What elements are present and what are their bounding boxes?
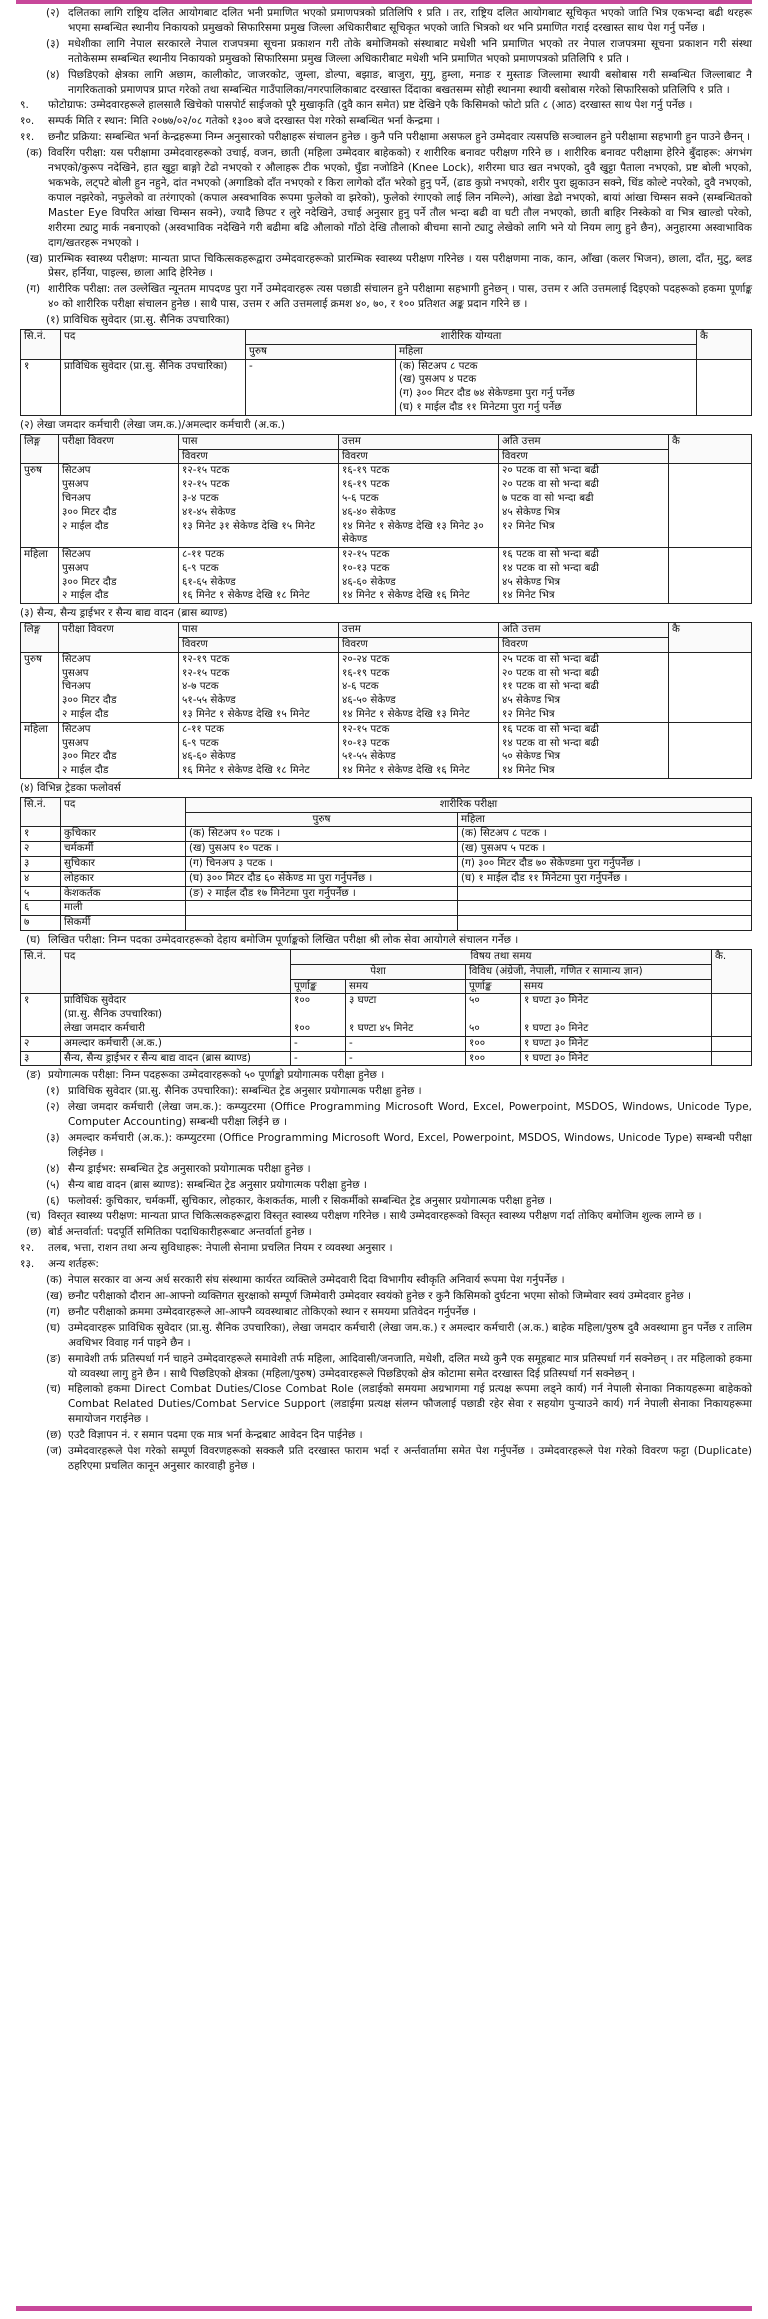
numbered-item-9: ९. फोटोग्राफ: उम्मेदवारहरूले हालसालै खिचेको पासपोर्ट साईजको पूरै मुखाकृति (दुवै कान समेत) प्रष्ट देखिने एकै किसिमको फोटो प्रति ८ (आठ) दरखास्त साथ पेश गर्नु पर्नेछ । xyxy=(20,99,693,112)
list-item: (छ) एउटै विज्ञापन नं. र समान पदमा एक मात्र भर्ना केन्द्रबाट आवेदन दिन पाईनेछ । xyxy=(46,1429,363,1442)
list-item: (ग) छनौट परीक्षाको क्रममा उम्मेदवारहरूले आ-आफ्नै व्यवस्थाबाट तोकिएको स्थान र समयमा प्रतिवेदन गर्नुपर्नेछ । xyxy=(46,1305,477,1318)
intro-item: (३) मधेशीका लागि नेपाल सरकारले नेपाल राजपत्रमा सूचना प्रकाशन गरी तोके बमोजिमको संस्थाबाट मधेशी भनि प्रमाणित भएको तर नेपाल राजपत्रमा सूचना प्रकाशन गरी संस्था नतोकेसम्म सम्बन्धित स्थानीय निकायको प्रमुखको सिफारिसमा प्रमुख जिल्ला अधिकारीबाट मधेशी भनि प्रमाणित भएको प्रमाणपत्रको प्रतिलिपि १ प्रति । xyxy=(46,37,752,65)
table2-caption: (२) लेखा जमदार कर्मचारी (लेखा जम.क.)/अमल्दार कर्मचारी (अ.क.) xyxy=(20,418,285,431)
practical-exam-items xyxy=(20,1084,752,1208)
intro-items xyxy=(20,6,752,97)
interview-paragraph: (छ) बोर्ड अन्तर्वार्ता: पदपूर्ति समितिका पदाधिकारीहरूबाट अन्तर्वार्ता हुनेछ । xyxy=(26,1226,312,1239)
table-row: ३ सैन्य, सैन्य ड्राईभर र सैन्य बाद्य वादन (ब्रास ब्याण्ड) - - १०० १ घण्टा ३० मिनेट xyxy=(21,1051,752,1066)
numbered-item-12: १२. तलब, भत्ता, राशन तथा अन्य सुविधाहरू: नेपाली सेनामा प्रचलित नियम र व्यवस्था अनुसार । xyxy=(20,1242,393,1255)
list-item: (२) लेखा जमदार कर्मचारी (लेखा जम.क.): कम्प्युटरमा (Office Programming Microsoft Word, Excel, Powerpoint, MSDOS, Windows, Unicode Type, Computer Accounting) सम्बन्धी परीक्षा लिईने छ । xyxy=(46,1101,752,1129)
table-row: १ प्राविधिक सुवेदार (प्रा.सु. सैनिक उपचारिका) - (क) सिटअप ८ पटक (ख) पुसअप ४ पटक (ग) ३०० मिटर दौड ७४ सेकेण्डमा पुरा गर्नु पर्नेछ (घ) १ माईल दौड ११ मिनेटमा पुरा गर्नु पर्नेछ xyxy=(21,359,752,415)
top-accent-bar xyxy=(16,0,752,4)
table-row: ४ लोहकार (घ) ३०० मिटर दौड ६० सेकेण्ड मा पुरा गर्नुपर्नेछ । (घ) १ माईल दौड ११ मिनेटमा पुरा गर्नुपर्नेछ । xyxy=(21,871,752,886)
th-requirement: शारीरिक योग्यता xyxy=(246,330,697,345)
list-item: (६) फलोवर्स: कुचिकार, चर्मकर्मी, सुचिकार, लोहकार, केशकर्तक, माली र सिकर्मीको सम्बन्धित ट्रेड अनुसार प्रयोगात्मक परीक्षा हुनेछ । xyxy=(46,1194,552,1207)
th-post: पद xyxy=(61,330,246,360)
numbered-item-11: ११. छनौट प्रक्रिया: सम्बन्धित भर्ना केन्द्रहरूमा निम्न अनुसारको परीक्षाहरू संचालन हुनेछ । कुनै पनि परीक्षामा असफल हुने उम्मेदवार त्यसपछि सञ्चालन हुने परीक्षामा सहभागी हुन पाउने छैनन् । xyxy=(20,131,751,144)
table-row: २ चर्मकर्मी (ख) पुसअप १० पटक । (ख) पुसअप ५ पटक । xyxy=(21,842,752,857)
table-row: महिला सिटअप पुसअप ३०० मिटर दौड २ माईल दौड ८-११ पटक ६-९ पटक ६१-६५ सेकेण्ड १६ मिनेट १ सेकेण्ड देखि १८ मिनेट १२-१५ पटक १०-१३ पटक ४६-६० सेकेण्ड १४ मिनेट १ सेकेण्ड देखि १६ मिनेट १६ पटक वा सो भन्दा बढी १४ पटक वा सो भन्दा बढी ४५ सेकेण्ड भित्र १४ मिनेट भित्र xyxy=(21,548,752,604)
conditions-list xyxy=(20,1273,752,1474)
table-row: ५ केशकर्तक (ङ) २ माईल दौड १७ मिनेटमा पुरा गर्नुपर्नेछ । xyxy=(21,886,752,901)
table-row: २ अमल्दार कर्मचारी (अ.क.) - - १०० १ घण्टा ३० मिनेट xyxy=(21,1036,752,1051)
practical-exam-paragraph: (ङ) प्रयोगात्मक परीक्षा: निम्न पदहरूका उम्मेदवारहरूको ५० पूर्णाङ्को प्रयोगात्मक परीक्षा हुनेछ । xyxy=(26,1069,385,1082)
table4: सि.नं. पद शारीरिक परीक्षा पुरुष महिला १ कुचिकार (क) सिटअप १० पटक । (क) सिटअप ८ पटक । २ चर्मकर्मी (ख) पुसअप १० पटक । (ख) पुसअप ५ पटक । ३ सुचिकार (ग) चिनअप ३ पटक । (ग) ३०० मिटर दौड ७० सेकेण्डमा पुरा गर्नुपर्नेछ । ४ लोहकार (घ) ३०० मिटर दौड ६० सेकेण्ड मा पुरा गर्नुपर्नेछ । (घ) १ माईल दौड ११ मिनेटमा पुरा गर्नुपर्नेछ । ५ केशकर्तक (ङ) २ माईल दौड १७ मिनेटमा पुरा गर्नुपर्नेछ । ६ माली ७ सिकर्मी xyxy=(20,797,752,931)
detailed-health-paragraph: (च) विस्तृत स्वास्थ्य परीक्षण: मान्यता प्राप्त चिकित्सकहरूद्वारा विस्तृत स्वास्थ्य परीक्षण गरिनेछ । साथै उम्मेदवारहरूको विस्तृत स्वास्थ्य परीक्षण गर्दा तोकिए बमोजिम शुल्क लाग्ने छ । xyxy=(26,1210,702,1223)
table-row: पुरुष सिटअप पुसअप चिनअप ३०० मिटर दौड २ माईल दौड १२-१५ पटक १२-१५ पटक ३-४ पटक ४१-४५ सेकेण्ड १३ मिनेट ३१ सेकेण्ड देखि १५ मिनेट १६-१९ पटक १६-१९ पटक ५-६ पटक ४६-४० सेकेण्ड १४ मिनेट १ सेकेण्ड देखि १३ मिनेट ३० सेकेण्ड २० पटक वा सो भन्दा बढी २० पटक वा सो भन्दा बढी ७ पटक वा सो भन्दा बढी ४५ सेकेण्ड भित्र १२ मिनेट भित्र xyxy=(21,464,752,548)
table4-caption: (४) विभिन्न ट्रेडका फलोवर्स xyxy=(20,781,121,794)
table1-caption: (१) प्राविधिक सुवेदार (प्रा.सु. सैनिक उपचारिका) xyxy=(46,314,230,327)
bottom-accent-bar xyxy=(16,2306,752,2311)
intro-item: (२) दलितका लागि राष्ट्रिय दलित आयोगबाट दलित भनी प्रमाणित भएको प्रमाणपत्रको प्रतिलिपि १ प्रति । तर, राष्ट्रिय दलित आयोगबाट सूचिकृत भएको जाति भित्र एकभन्दा बढी थरहरू भएमा सम्बन्धित स्थानीय निकायको प्रमुखको सिफारिसमा प्रमुख जिल्ला अधिकारीबाट सूचिकृत भएको जाति भित्रको थर भनि प्रमाणित गराई दरखास्त साथ पेश गर्नु पर्नेछ । xyxy=(46,7,752,34)
list-item: (ज) उम्मेदवारहरूले पेश गरेको सम्पूर्ण विवरणहरूको सक्कलै प्रति दरखास्त फाराम भर्दा र अर्न्तवार्तामा समेत पेश गर्नुपर्नेछ । उम्मेदवारहरूले पेश गरेको विवरण फट्टा (Duplicate) ठहरिएमा प्रचलित कानून अनुसार कारवाही हुनेछ । xyxy=(46,1445,752,1472)
th-remarks: कै xyxy=(697,330,752,360)
list-item: (ङ) समावेशी तर्फ प्रतिस्पर्धा गर्न चाहने उम्मेदवारहरूले समावेशी तर्फ महिला, आदिवासी/जनजाति, मधेशी, दलित मध्ये कुनै एक समूहबाट मात्र प्रतिस्पर्धा गर्न सक्नेछन् । तर महिलाको हकमा यो व्यवस्था लागु हुने छैन । साथै पिछडिएको क्षेत्रका (महिला/पुरुष) उम्मेदवारहरूले पिछडिएको क्षेत्र कोटामा समेत दरखास्त दिई प्रतिस्पर्धा गर्न सक्नेछन् । xyxy=(46,1352,752,1380)
table2: लिङ्ग परीक्षा विवरण पास उत्तम अति उत्तम कै विवरण विवरण विवरण पुरुष सिटअप पुसअप चिनअप ३०० मिटर दौड २ माईल दौड १२-१५ पटक १२-१५ पटक ३-४ पटक ४१-४५ सेकेण्ड १३ मिनेट ३१ सेकेण्ड देखि १५ मिनेट १६-१९ पटक १६-१९ पटक ५-६ पटक ४६-४० सेकेण्ड १४ मिनेट १ सेकेण्ड देखि १३ मिनेट ३० सेकेण्ड २० पटक वा सो भन्दा बढी २० पटक वा सो भन्दा बढी ७ पटक वा सो भन्दा बढी ४५ सेकेण्ड भित्र १२ मिनेट भित्र महिला सिटअप पुसअप ३०० मिटर दौड २ माईल दौड ८-११ पटक ६-९ पटक ६१-६५ सेकेण्ड १६ मिनेट १ सेकेण्ड देखि १८ मिनेट १२-१५ पटक १०-१३ पटक ४६-६० सेकेण्ड १४ मिनेट १ सेकेण्ड देखि १६ मिनेट १६ पटक वा सो भन्दा बढी १४ पटक वा सो भन्दा बढी ४५ सेकेण्ड भित्र १४ मिनेट भित्र xyxy=(20,434,752,605)
table-row: १ प्राविधिक सुवेदार (प्रा.सु. सैनिक उपचारिका) लेखा जमदार कर्मचारी १०० १०० ३ घण्टा १ घण्टा ४५ मिनेट ५० ५० १ घण्टा ३० मिनेट १ घण्टा ३० मिनेट xyxy=(21,994,752,1036)
th-sn: सि.नं. xyxy=(21,330,61,360)
list-item: (४) सैन्य ड्राईभर: सम्बन्धित ट्रेड अनुसारको प्रयोगात्मक परीक्षा हुनेछ । xyxy=(46,1162,311,1175)
list-item: (५) सैन्य बाद्य वादन (ब्रास ब्याण्ड): सम्बन्धित ट्रेड अनुसार प्रयोगात्मक परीक्षा हुनेछ । xyxy=(46,1178,367,1191)
table3: लिङ्ग परीक्षा विवरण पास उत्तम अति उत्तम कै विवरण विवरण विवरण पुरुष सिटअप पुसअप चिनअप ३०० मिटर दौड २ माईल दौड १२-१९ पटक १२-१५ पटक ४-७ पटक ५१-५५ सेकेण्ड १३ मिनेट १ सेकेण्ड देखि १५ मिनेट २०-२४ पटक १६-१९ पटक ४-६ पटक ४६-५० सेकेण्ड १४ मिनेट १ सेकेण्ड देखि १३ मिनेट २५ पटक वा सो भन्दा बढी २० पटक वा सो भन्दा बढी ११ पटक वा सो भन्दा बढी ४५ सेकेण्ड भित्र १२ मिनेट भित्र महिला सिटअप पुसअप ३०० मिटर दौड २ माईल दौड ८-११ पटक ६-९ पटक ४६-६० सेकेण्ड १६ मिनेट १ सेकेण्ड देखि १८ मिनेट १२-१५ पटक १०-१३ पटक ५१-५५ सेकेण्ड १४ मिनेट १ सेकेण्ड देखि १६ मिनेट १६ पटक वा सो भन्दा बढी १४ पटक वा सो भन्दा बढी ५० सेकेण्ड भित्र १४ मिनेट भित्र xyxy=(20,622,752,779)
table-row: १ कुचिकार (क) सिटअप १० पटक । (क) सिटअप ८ पटक । xyxy=(21,827,752,842)
th-female: महिला xyxy=(396,344,697,359)
physical-exam-paragraph: (क) विवरिंग परीक्षा: यस परीक्षामा उम्मेदवारहरूको उचाई, वजन, छाती (महिला उम्मेदवार बाहेकको) र शारीरिक बनावट परीक्षण गरिने छ । शारीरिक बनावट परीक्षामा हेरिने बुँदाहरू: अंगभंग नभएको/कुरूप नदेखिने, हात खुट्टा बाङ्गो टेढो नभएको र औलाहरू टीक भएको, घुँडा नजोडिने (Knee Lock), शरीरमा घाउ खत नभएको, दुवै खुट्टा पैताला नभएको, प्रष्ट बोली भएको, भकभके, लट्पटे बोली हुन नहुने, दांत नभएको (अगाडिको दाँत नभएको र किरा लागेको दाँत भरेको हुनु पर्ने, (ढाड कुप्रो नभएको, शरीर पुरा झुकाउन सक्ने, धिंड कोल्टे नपरेको, दुवै नभएको, कपाल नझरेको, नफुलेको वा तरंगाएको (कपाल अस्वभाविक रूपमा फुलेको वा झरेको), फुलेको रंगाएको लाई लिन नमिल्ने), आंखा डेढो नभएको, बायां आंखा चिम्सन सक्ने (सम्बन्धितको Master Eye विपरित आंखा चिम्सन सक्ने), ज्यादै छिपट र लुरे नदेखिने, उचाई अनुसार हुनु पर्ने तौल भन्दा बढी वा घटी तौल नभएको, छाती बाहिर निस्केको वा भित्र खाल्डो परेको, शरीरमा ट्याटु मार्क नबनाएको (अस्वभाविक नदेखिने गरी बढीमा बढि औलाको गाँठो देखि तौलाको बीचमा सानो ट्याटु लेखेको लागि भने यो नियम लागु हुने छैन), अनुहारमा अस्वाभाविक दाग/खतरहरू नभएको । xyxy=(26,147,752,249)
list-item: (१) प्राविधिक सुवेदार (प्रा.सु. सैनिक उपचारिका): सम्बन्धित ट्रेड अनुसार प्रयोगात्मक परीक्षा हुनेछ । xyxy=(46,1085,422,1098)
list-item: (ख) छनौट परीक्षाको दौरान आ-आफ्नो व्यक्तिगत सुरक्षाको सम्पूर्ण जिम्मेवारी उम्मेदवार स्वयंको हुनेछ र कुनै किसिमको दुर्घटना भएमा सोको जिम्मेवार स्वयं उम्मेदवार हुनेछ । xyxy=(46,1290,692,1302)
fitness-exam-paragraph: (ग) शारीरिक परीक्षा: तल उल्लेखित न्यूनतम मापदण्ड पुरा गर्ने उम्मेदवारहरू त्यस पछाडी संचालन हुने परीक्षामा सहभागी हुनेछन् । पास, उत्तम र अति उत्तमलाई दिइएको पदहरूको हकमा पूर्णाङ्क ४० को शारीरिक परीक्षा संचालन हुनेछ । साथै पास, उत्तम र अति उत्तमलाई क्रमश ४०, ७०, र १०० प्रतिशत अङ्क प्रदान गरिने छ । xyxy=(26,283,752,311)
table-row: ७ सिकर्मी xyxy=(21,916,752,931)
th-male: पुरुष xyxy=(246,344,396,359)
list-item: (३) अमल्दार कर्मचारी (अ.क.): कम्प्युटरमा (Office Programming Microsoft Word, Excel, Powerpoint, MSDOS, Windows, Unicode Type) सम्बन्धी परीक्षा लिईनेछ । xyxy=(46,1131,752,1159)
table3-caption: (३) सैन्य, सैन्य ड्राईभर र सैन्य बाद्य वादन (ब्रास ब्याण्ड) xyxy=(20,607,228,620)
list-item: (च) महिलाको हकमा Direct Combat Duties/Close Combat Role (लडाईको समयमा अग्रभागमा गई प्रत्यक्ष रूपमा लड्ने कार्य) गर्न नेपाली सेनाका निकायहरूमा बाहेकको Combat Related Duties/Combat Service Support (लडाईमा प्रत्यक्ष संलग्न फौजलाई पछाडी रहेर सेवा र सहयोग पुऱ्याउने कार्य) गर्न नेपाली सेनाका निकायहरूमा समायोजन गराईनेछ । xyxy=(46,1383,752,1426)
table5: सि.नं. पद विषय तथा समय कै. पेशा विविध (अंग्रेजी, नेपाली, गणित र सामान्य ज्ञान) पूर्णाङ्क समय पूर्णाङ्क समय १ प्राविधिक सुवेदार (प्रा.सु. सैनिक उपचारिका) लेखा जमदार कर्मचारी १०० १०० ३ घण्टा १ घण्टा ४५ मिनेट ५० ५० १ घण्टा ३० मिनेट १ घण्टा ३० मिनेट २ अमल्दार कर्मचारी (अ.क.) - - १०० १ घण्टा ३० मिनेट ३ सैन्य, सैन्य ड्राईभर र सैन्य बाद्य वादन (ब्रास ब्याण्ड) - - १०० १ घण्टा ३० मिनेट xyxy=(20,949,752,1066)
table-row: ६ माली xyxy=(21,901,752,916)
intro-item: (४) पिछडिएको क्षेत्रका लागि अछाम, कालीकोट, जाजरकोट, जुम्ला, डोल्पा, बझाङ, बाजुरा, मुगु, हुम्ला, मनाङ र मुस्ताङ जिल्लामा स्थायी बसोबास गरी सम्बन्धित जिल्लाबाट नै नागरिकताको प्रमाणपत्र प्राप्त गरेको तथा सम्बन्धित गाउँपालिका/नगरपालिकाबाट दरखास्त दिंदाका बखतसम्म सोही स्थानमा स्थायी बसोबास गरेको सिफारिसको प्रतिलिपि १ प्रति । xyxy=(46,68,752,96)
health-exam-paragraph: (ख) प्रारम्भिक स्वास्थ्य परीक्षण: मान्यता प्राप्त चिकित्सकहरूद्वारा उम्मेदवारहरूको प्रारम्भिक स्वास्थ्य परीक्षण गरिनेछ । यस परीक्षणमा नाक, कान, आँखा (कलर भिजन), छाला, दाँत, मुटु, ब्लड प्रेसर, हर्निया, पाइल्स, छाला आदि हेरिनेछ । xyxy=(26,252,752,280)
table1 xyxy=(20,329,752,416)
numbered-item-13: १३. अन्य शर्तहरू: xyxy=(20,1258,99,1271)
list-item: (क) नेपाल सरकार वा अन्य अर्ध सरकारी संघ संस्थामा कार्यरत व्यक्तिले उम्मेदवारी दिदा विभागीय स्वीकृति अनिवार्य रूपमा पेश गर्नुपर्नेछ । xyxy=(46,1274,565,1287)
table-row: ३ सुचिकार (ग) चिनअप ३ पटक । (ग) ३०० मिटर दौड ७० सेकेण्डमा पुरा गर्नुपर्नेछ । xyxy=(21,857,752,872)
table-row: महिला सिटअप पुसअप ३०० मिटर दौड २ माईल दौड ८-११ पटक ६-९ पटक ४६-६० सेकेण्ड १६ मिनेट १ सेकेण्ड देखि १८ मिनेट १२-१५ पटक १०-१३ पटक ५१-५५ सेकेण्ड १४ मिनेट १ सेकेण्ड देखि १६ मिनेट १६ पटक वा सो भन्दा बढी १४ पटक वा सो भन्दा बढी ५० सेकेण्ड भित्र १४ मिनेट भित्र xyxy=(21,722,752,778)
list-item: (घ) उम्मेदवारहरू प्राविधिक सुवेदार (प्रा.सु. सैनिक उपचारिका), लेखा जमदार कर्मचारी (लेखा जम.क.) र अमल्दार कर्मचारी (अ.क.) बाहेक महिला/पुरुष दुवै अवस्थामा हुन पर्नेछ र तालिम अवधिभर विवाह गर्न पाइने छैन । xyxy=(46,1321,752,1349)
written-exam-paragraph: (घ) लिखित परीक्षा: निम्न पदका उम्मेदवारहरूको देहाय बमोजिम पूर्णाङ्कको लिखित परीक्षा श्री लोक सेवा आयोगले संचालन गर्नेछ । xyxy=(26,934,519,947)
numbered-item-10: १०. सम्पर्क मिति र स्थान: मिति २०७७/०२/०८ गतेको १३०० बजे दरखास्त पेश गरेको सम्बन्धित भर्ना केन्द्रमा । xyxy=(20,115,440,128)
table-row: पुरुष सिटअप पुसअप चिनअप ३०० मिटर दौड २ माईल दौड १२-१९ पटक १२-१५ पटक ४-७ पटक ५१-५५ सेकेण्ड १३ मिनेट १ सेकेण्ड देखि १५ मिनेट २०-२४ पटक १६-१९ पटक ४-६ पटक ४६-५० सेकेण्ड १४ मिनेट १ सेकेण्ड देखि १३ मिनेट २५ पटक वा सो भन्दा बढी २० पटक वा सो भन्दा बढी ११ पटक वा सो भन्दा बढी ४५ सेकेण्ड भित्र १२ मिनेट भित्र xyxy=(21,652,752,722)
